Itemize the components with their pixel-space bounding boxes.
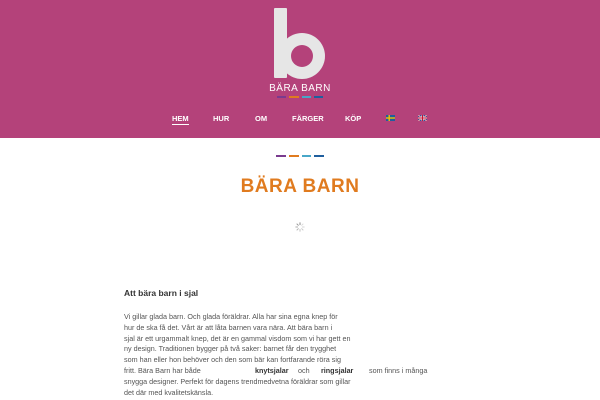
intro-line: ny design. Traditionen bygger på två saker: barnet får den trygghet (124, 344, 337, 354)
intro-line: hur de ska få det. Vårt är att låta barnen vara nära. Att bära barn i (124, 322, 333, 332)
and-word: och (298, 365, 310, 375)
intro-section (124, 288, 428, 397)
intro-line-text: fritt. Bära Barn har både (124, 365, 201, 375)
stripe-blue (314, 96, 323, 98)
nav-item-hem[interactable]: HEM (172, 114, 189, 123)
stripe-blue (314, 155, 324, 157)
intro-heading: Att bära barn i sjal (124, 288, 199, 298)
nav-item-kop[interactable]: KÖP (345, 114, 362, 123)
nav-item-om[interactable]: OM (255, 114, 268, 123)
spinner-icon (295, 222, 305, 232)
nav-item-hur[interactable]: HUR (213, 114, 230, 123)
ringsjalar-link[interactable]: ringsjalar (321, 365, 354, 375)
main-navigation (0, 114, 600, 126)
intro-line: det där med kvalitetskänsla. (124, 387, 214, 397)
brand-name: BÄRA BARN (269, 83, 331, 94)
intro-line: sjal är ett urgammalt knep, det är en gammal visdom som vi har gett en (124, 333, 351, 343)
swedish-flag-icon[interactable] (386, 115, 395, 121)
section-color-stripes (276, 155, 324, 157)
stripe-orange (289, 155, 299, 157)
stripe-orange (289, 96, 298, 98)
stripe-purple (276, 155, 286, 157)
intro-text (124, 312, 428, 398)
stripe-lightblue (302, 155, 312, 157)
intro-line (124, 365, 428, 377)
brand-color-stripes (277, 96, 323, 98)
intro-line: Vi gillar glada barn. Och glada föräldrar. Alla har sina egna knep för (124, 312, 338, 321)
intro-line-tail: som finns i många (369, 365, 428, 375)
knytsjalar-link[interactable]: knytsjalar (255, 365, 289, 375)
page-title: BÄRA BARN (240, 176, 360, 197)
nav-item-farger[interactable]: FÄRGER (292, 114, 324, 123)
intro-line: snygga designer. Perfekt för dagens trendmedvetna föräldrar som gillar (124, 376, 351, 386)
site-header (0, 0, 600, 138)
intro-line: som han eller hon behöver och den som bär kan fortfarande röra sig (124, 355, 341, 365)
stripe-lightblue (302, 96, 311, 98)
uk-flag-icon[interactable] (418, 115, 427, 121)
stripe-purple (277, 96, 286, 98)
